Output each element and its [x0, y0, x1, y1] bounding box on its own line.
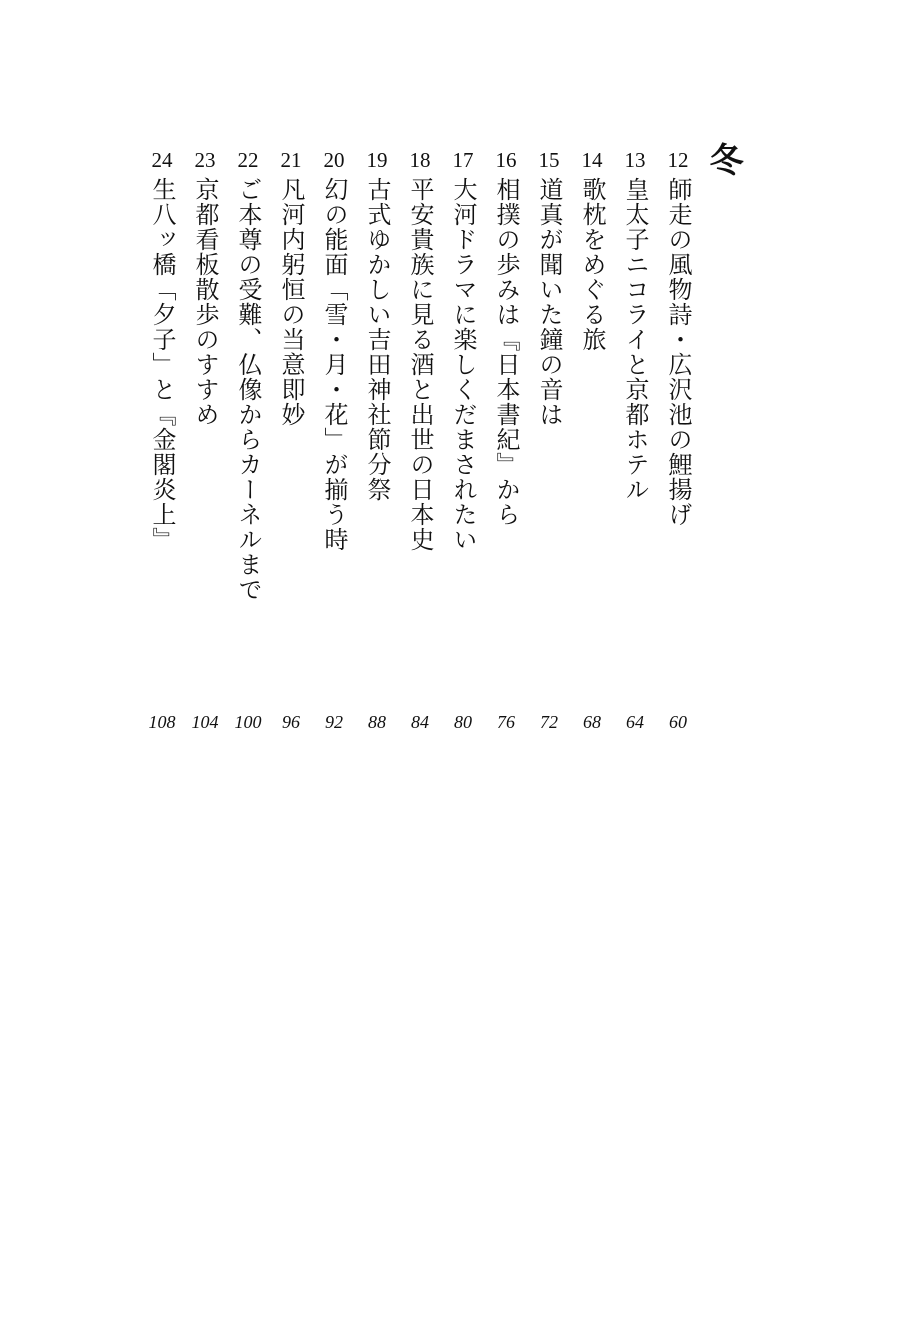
entry-number: 14	[581, 148, 603, 172]
entry-page-number: 68	[583, 712, 601, 732]
entry-title: 師走の風物詩・広沢池の鯉揚げ	[664, 177, 692, 527]
entry-title: 凡河内躬恒の当意即妙	[277, 177, 305, 427]
toc-entry-15[interactable]	[527, 147, 571, 747]
entry-title: 幻の能面「雪・月・花」が揃う時	[320, 177, 348, 552]
entry-title: 生八ッ橋「夕子」と『金閣炎上』	[148, 177, 176, 552]
toc-entry-12[interactable]	[656, 147, 700, 747]
entry-page-number: 100	[234, 712, 262, 732]
entry-title: 京都看板散歩のすすめ	[191, 177, 219, 427]
entry-number: 18	[409, 148, 431, 172]
entry-page-number: 108	[148, 712, 176, 732]
toc-entry-23[interactable]	[183, 147, 227, 747]
entry-number: 19	[366, 148, 388, 172]
entry-number: 22	[237, 148, 259, 172]
entry-number: 17	[452, 148, 474, 172]
entry-number: 23	[194, 148, 216, 172]
entry-page-number: 64	[626, 712, 644, 732]
entry-title: 相撲の歩みは『日本書紀』から	[492, 177, 520, 527]
entry-number: 15	[538, 148, 560, 172]
toc-entry-17[interactable]	[441, 147, 485, 747]
entry-page-number: 88	[368, 712, 386, 732]
entry-number: 24	[151, 148, 173, 172]
section-heading: 冬	[703, 142, 743, 176]
entry-title: 大河ドラマに楽しくだまされたい	[449, 177, 477, 552]
entry-number: 12	[667, 148, 689, 172]
entry-page-number: 80	[454, 712, 472, 732]
toc-entry-20[interactable]	[312, 147, 356, 747]
toc-entry-16[interactable]	[484, 147, 528, 747]
entry-number: 21	[280, 148, 302, 172]
toc-entry-19[interactable]	[355, 147, 399, 747]
entry-number: 13	[624, 148, 646, 172]
toc-entry-24[interactable]	[140, 147, 184, 747]
entry-page-number: 84	[411, 712, 429, 732]
entry-title: 歌枕をめぐる旅	[578, 177, 606, 352]
entry-title: 平安貴族に見る酒と出世の日本史	[406, 177, 434, 552]
toc-entry-18[interactable]	[398, 147, 442, 747]
toc-entry-14[interactable]	[570, 147, 614, 747]
entry-title: 古式ゆかしい吉田神社節分祭	[363, 177, 391, 502]
entry-page-number: 76	[497, 712, 515, 732]
table-of-contents	[130, 147, 700, 747]
entry-number: 20	[323, 148, 345, 172]
entry-page-number: 60	[669, 712, 687, 732]
entry-title: 皇太子ニコライと京都ホテル	[621, 177, 649, 502]
entry-number: 16	[495, 148, 517, 172]
toc-entry-21[interactable]	[269, 147, 313, 747]
entry-page-number: 96	[282, 712, 300, 732]
entry-title: 道真が聞いた鐘の音は	[535, 177, 563, 427]
toc-entry-13[interactable]	[613, 147, 657, 747]
entry-title: ご本尊の受難、仏像からカーネルまで	[234, 177, 262, 602]
entry-page-number: 92	[325, 712, 343, 732]
toc-entry-22[interactable]	[226, 147, 270, 747]
entry-page-number: 104	[191, 712, 219, 732]
entry-page-number: 72	[540, 712, 558, 732]
